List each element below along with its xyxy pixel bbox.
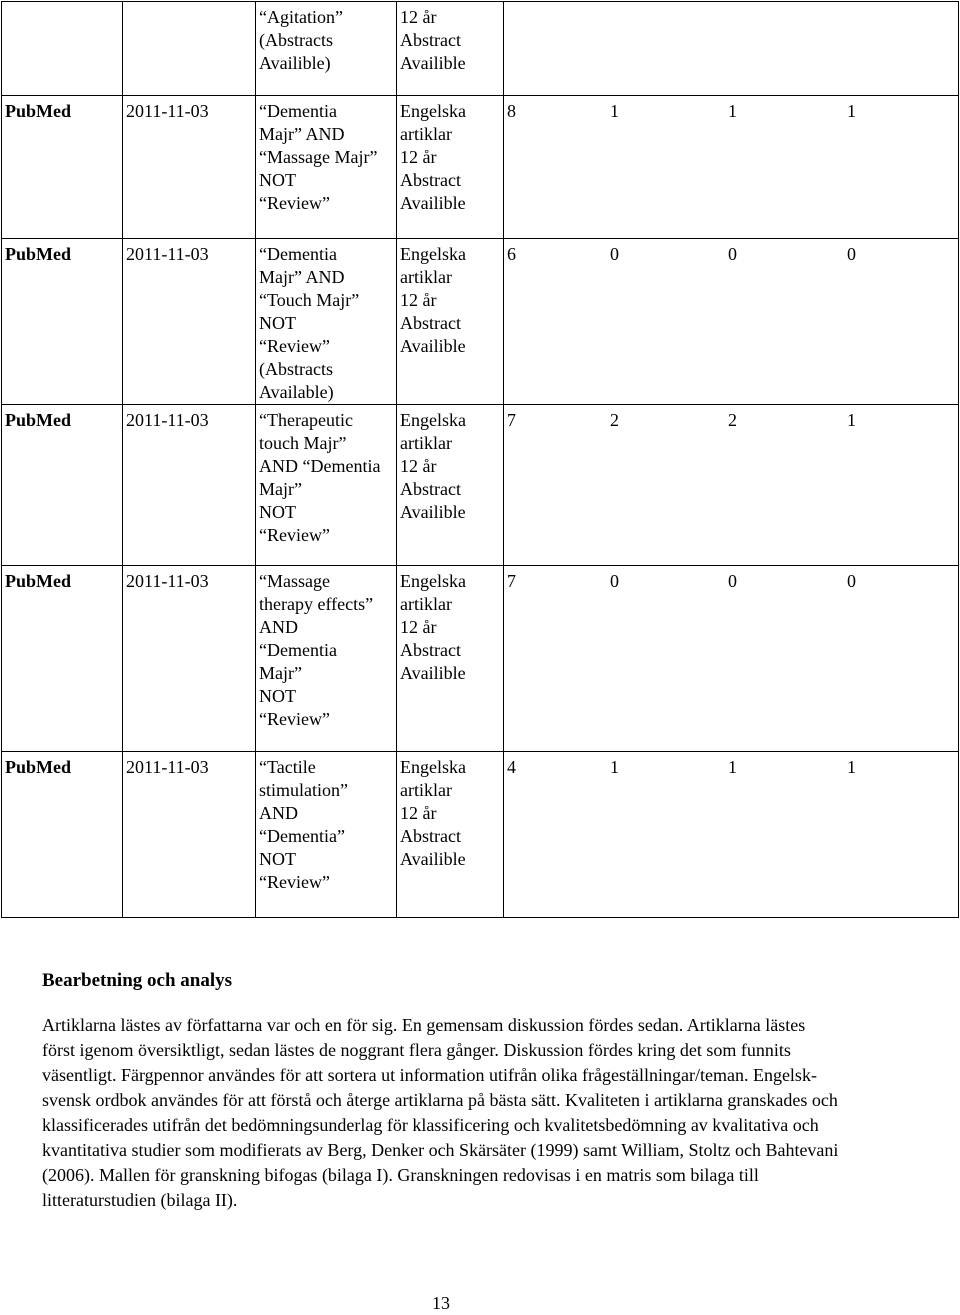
count-read: 2 xyxy=(610,410,619,430)
database-cell xyxy=(2,2,123,96)
section-heading: Bearbetning och analys xyxy=(42,970,233,991)
database-cell: PubMed xyxy=(2,96,123,239)
limits-cell: Engelska artiklar 12 år Abstract Availible xyxy=(397,752,504,918)
counts-cell xyxy=(504,405,959,566)
database-cell: PubMed xyxy=(2,566,123,752)
count-selected: 0 xyxy=(847,571,856,591)
search-query-cell: “Dementia Majr” AND “Massage Majr” NOT “Review” xyxy=(256,96,397,239)
table-row xyxy=(2,2,959,96)
count-hits: 4 xyxy=(507,757,516,777)
count-reviewed: 1 xyxy=(728,757,737,777)
count-read: 0 xyxy=(610,244,619,264)
counts-cell xyxy=(504,752,959,918)
count-selected: 1 xyxy=(847,101,856,121)
counts-cell xyxy=(504,239,959,405)
table-row xyxy=(2,405,959,566)
limits-cell: Engelska artiklar 12 år Abstract Availible xyxy=(397,566,504,752)
count-selected: 0 xyxy=(847,244,856,264)
count-read: 1 xyxy=(610,101,619,121)
date-cell: 2011-11-03 xyxy=(123,566,256,752)
date-cell: 2011-11-03 xyxy=(123,239,256,405)
count-reviewed: 0 xyxy=(728,571,737,591)
count-reviewed: 0 xyxy=(728,244,737,264)
search-query-cell: “Therapeutic touch Majr” AND “Dementia Majr” NOT “Review” xyxy=(256,405,397,566)
counts-cell xyxy=(504,566,959,752)
database-cell: PubMed xyxy=(2,239,123,405)
date-cell: 2011-11-03 xyxy=(123,752,256,918)
count-hits: 6 xyxy=(507,244,516,264)
count-hits: 7 xyxy=(507,571,516,591)
search-query-cell: “Dementia Majr” AND “Touch Majr” NOT “Review” (Abstracts Available) xyxy=(256,239,397,405)
date-cell: 2011-11-03 xyxy=(123,96,256,239)
analysis-section xyxy=(42,969,842,1213)
count-selected: 1 xyxy=(847,410,856,430)
search-table xyxy=(1,1,959,918)
search-query-cell: “Massage therapy effects” AND “Dementia Majr” NOT “Review” xyxy=(256,566,397,752)
table-row xyxy=(2,566,959,752)
search-query-cell: “Tactile stimulation” AND “Dementia” NOT “Review” xyxy=(256,752,397,918)
counts-cell xyxy=(504,2,959,96)
count-hits: 7 xyxy=(507,410,516,430)
table-row xyxy=(2,239,959,405)
database-cell: PubMed xyxy=(2,405,123,566)
limits-cell: Engelska artiklar 12 år Abstract Availible xyxy=(397,239,504,405)
count-reviewed: 2 xyxy=(728,410,737,430)
limits-cell: 12 år Abstract Availible xyxy=(397,2,504,96)
counts-cell xyxy=(504,96,959,239)
limits-cell: Engelska artiklar 12 år Abstract Availible xyxy=(397,405,504,566)
page-number: 13 xyxy=(432,1293,450,1313)
date-cell: 2011-11-03 xyxy=(123,405,256,566)
count-read: 1 xyxy=(610,757,619,777)
count-selected: 1 xyxy=(847,757,856,777)
count-read: 0 xyxy=(610,571,619,591)
table-row xyxy=(2,96,959,239)
limits-cell: Engelska artiklar 12 år Abstract Availible xyxy=(397,96,504,239)
date-cell xyxy=(123,2,256,96)
table-row xyxy=(2,752,959,918)
search-query-cell: “Agitation” (Abstracts Availible) xyxy=(256,2,397,96)
section-body-text: Artiklarna lästes av författarna var och en för sig. En gemensam diskussion fördes sedan. Artiklarna lästes först igenom översiktligt, sedan lästes de noggrant flera gånger. Diskussion fördes kring det som funnits väsentligt. Färgpennor användes för att sortera ut information utifrån olika frågeställningar/teman. Engelsk-svensk ordbok användes för att förstå och återge artiklarna på bästa sätt. Kvaliteten i artiklarna granskades och klassificerades utifrån det bedömningsunderlag för klassificering och kvalitetsbedömning av kvalitativa och kvantitativa studier som modifierats av Berg, Denker och Skärsäter (1999) samt William, Stoltz och Bahtevani (2006). Mallen för granskning bifogas (bilaga I). Granskningen redovisas i en matris som bilaga till litteraturstudien (bilaga II). xyxy=(42,1015,839,1210)
database-cell: PubMed xyxy=(2,752,123,918)
count-reviewed: 1 xyxy=(728,101,737,121)
count-hits: 8 xyxy=(507,101,516,121)
